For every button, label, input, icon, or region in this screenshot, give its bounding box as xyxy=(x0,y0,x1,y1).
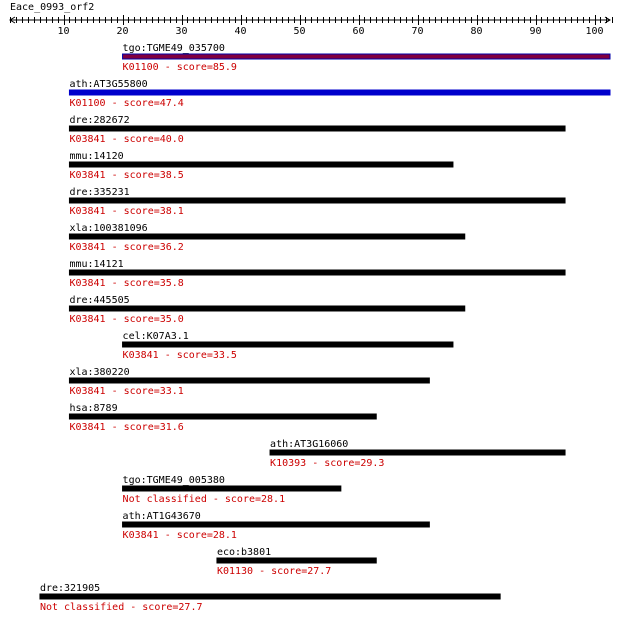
hit-row[interactable] xyxy=(69,403,376,433)
hit-label[interactable]: ath:AT3G16060 xyxy=(270,439,349,450)
hit-bar[interactable] xyxy=(270,450,565,455)
hit-subtitle: K03841 - score=33.1 xyxy=(69,386,184,397)
hit-subtitle: K01100 - score=85.9 xyxy=(122,62,237,73)
hit-list xyxy=(40,43,610,613)
ruler-tick-label: 70 xyxy=(411,26,424,37)
ruler-tick-label: 90 xyxy=(529,26,542,37)
hit-subtitle: K03841 - score=28.1 xyxy=(122,530,237,541)
hit-subtitle: K01100 - score=47.4 xyxy=(69,98,184,109)
hit-bar[interactable] xyxy=(69,378,429,383)
hit-bar[interactable] xyxy=(69,306,464,311)
hit-row[interactable] xyxy=(69,151,453,181)
hit-bar[interactable] xyxy=(217,558,376,563)
hit-bar[interactable] xyxy=(123,342,453,347)
hit-label[interactable]: eco:b3801 xyxy=(216,547,272,558)
hit-subtitle: K03841 - score=35.0 xyxy=(69,314,184,325)
ruler-tick-label: 100 xyxy=(585,26,604,37)
ruler-tick-label: 30 xyxy=(175,26,188,37)
hit-subtitle: K03841 - score=36.2 xyxy=(69,242,184,253)
hit-bar[interactable] xyxy=(69,90,610,95)
hit-subtitle: Not classified - score=28.1 xyxy=(122,494,286,505)
hit-subtitle: K03841 - score=35.8 xyxy=(69,278,184,289)
query-title: Eace_0993_orf2 xyxy=(10,2,95,13)
hit-bar[interactable] xyxy=(69,126,565,131)
hit-label[interactable]: hsa:8789 xyxy=(69,403,118,414)
ruler-tick-label: 40 xyxy=(234,26,247,37)
hit-subtitle: Not classified - score=27.7 xyxy=(39,602,203,613)
hit-bar[interactable] xyxy=(69,414,376,419)
hit-label[interactable]: dre:321905 xyxy=(39,583,101,594)
hit-subtitle: K10393 - score=29.3 xyxy=(270,458,385,469)
hit-subtitle: K03841 - score=40.0 xyxy=(69,134,184,145)
hit-row[interactable] xyxy=(123,43,610,73)
hit-label[interactable]: ath:AT3G55800 xyxy=(69,79,148,90)
hit-label[interactable]: mmu:14121 xyxy=(69,259,124,270)
hit-bar[interactable] xyxy=(69,162,453,167)
hit-label[interactable]: dre:445505 xyxy=(69,295,130,306)
hit-bar[interactable] xyxy=(40,594,500,599)
hit-label[interactable]: cel:K07A3.1 xyxy=(122,331,189,342)
hit-bar[interactable] xyxy=(69,234,464,239)
hit-label[interactable]: xla:100381096 xyxy=(69,223,148,234)
ruler xyxy=(10,15,613,37)
ruler-tick-label: 80 xyxy=(470,26,483,37)
hit-row[interactable] xyxy=(40,583,500,613)
hit-row[interactable] xyxy=(270,439,565,469)
hit-row[interactable] xyxy=(69,79,610,109)
hit-label[interactable]: mmu:14120 xyxy=(69,151,124,162)
hit-row[interactable] xyxy=(69,115,565,145)
ruler-tick-label: 60 xyxy=(352,26,365,37)
hit-row[interactable] xyxy=(123,475,341,505)
hit-bar[interactable] xyxy=(69,270,565,275)
hit-row[interactable] xyxy=(123,331,453,361)
hit-row[interactable] xyxy=(69,295,464,325)
ruler-tick-label: 20 xyxy=(116,26,129,37)
hit-label[interactable]: dre:282672 xyxy=(69,115,130,126)
ruler-tick-label: 50 xyxy=(293,26,306,37)
hit-bar[interactable] xyxy=(123,522,430,527)
hit-bar[interactable] xyxy=(69,198,565,203)
ruler-tick-label: 10 xyxy=(57,26,70,37)
hit-label[interactable]: xla:380220 xyxy=(69,367,130,378)
hit-bar[interactable] xyxy=(123,54,610,59)
hit-subtitle: K03841 - score=38.5 xyxy=(69,170,184,181)
hit-subtitle: K03841 - score=38.1 xyxy=(69,206,184,217)
hit-label[interactable]: tgo:TGME49_035700 xyxy=(122,43,225,54)
hit-subtitle: K01130 - score=27.7 xyxy=(216,566,332,577)
hit-label[interactable]: tgo:TGME49_005380 xyxy=(122,475,225,486)
hit-subtitle: K03841 - score=33.5 xyxy=(122,350,237,361)
hit-subtitle: K03841 - score=31.6 xyxy=(69,422,184,433)
hit-label[interactable]: ath:AT1G43670 xyxy=(122,511,201,522)
hit-row[interactable] xyxy=(69,367,429,397)
hit-bar[interactable] xyxy=(123,486,341,491)
hit-row[interactable] xyxy=(69,223,464,253)
hit-label[interactable]: dre:335231 xyxy=(69,187,130,198)
hit-row[interactable] xyxy=(69,259,565,289)
hit-row[interactable] xyxy=(123,511,430,541)
hit-row[interactable] xyxy=(217,547,376,577)
hit-row[interactable] xyxy=(69,187,565,217)
